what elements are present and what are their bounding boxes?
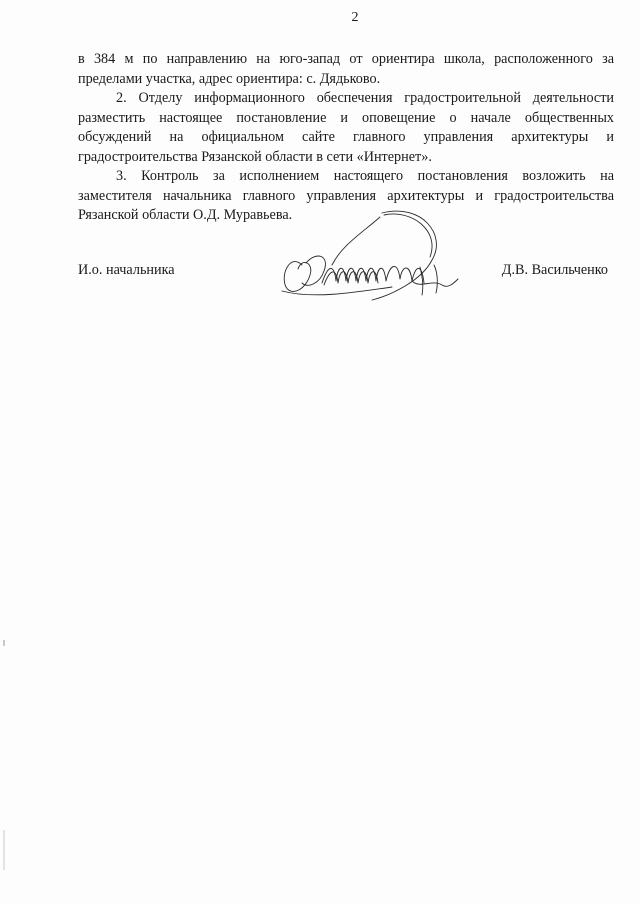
scan-margin-mark <box>3 640 5 646</box>
page-number: 2 <box>351 10 359 25</box>
signature-block <box>78 262 608 322</box>
scan-margin-mark <box>3 830 5 870</box>
paragraph-item-2: 2. Отделу информационного обеспечения градостроительной деятельности разместить настоящее постановление и оповещение о начале общественных обсуждений на официальном сайте главного управления архитектуры и градостроительства Рязанской области в сети «Интернет». <box>78 90 614 165</box>
signatory-title: И.о. начальника <box>78 262 175 278</box>
document-body <box>78 50 614 226</box>
paragraph-item-3: 3. Контроль за исполнением настоящего постановления возложить на заместителя начальника главного управления архитектуры и градостроительства Рязанской области О.Д. Муравьева. <box>78 168 614 223</box>
paragraph-continuation: в 384 м по направлению на юго-запад от ориентира школа, расположенного за пределами участка, адрес ориентира: с. Дядьково. <box>78 51 614 87</box>
signatory-name: Д.В. Васильченко <box>501 262 608 278</box>
